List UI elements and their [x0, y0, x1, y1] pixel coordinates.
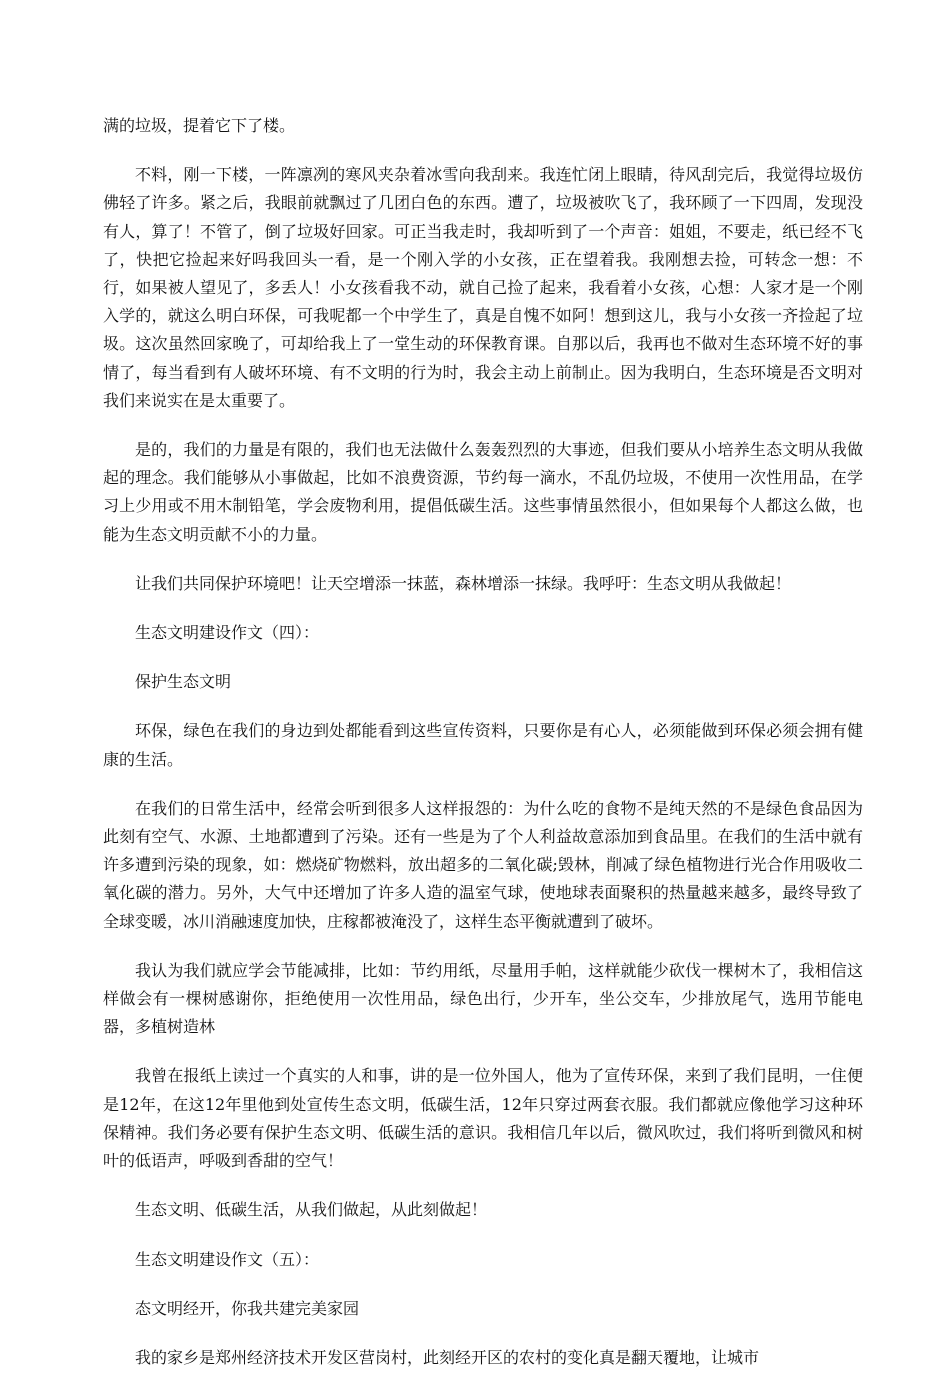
paragraph-1: 满的垃圾，提着它下了楼。 [103, 116, 296, 135]
section-heading-5: 生态文明建设作文（五）： [135, 1249, 320, 1269]
paragraph-14: 我的家乡是郑州经济技术开发区营岗村，此刻经开区的农村的变化真是翻天覆地，让城市 [135, 1347, 760, 1367]
paragraph-2: 不料，刚一下楼，一阵凛冽的寒风夹杂着冰雪向我刮来。我连忙闭上眼睛，待风刮完后，我觉得垃圾仿佛轻了许多。紧之后，我眼前就飘过了几团白色的东西。遭了，垃圾被吹飞了，我环顾了一下四周，发现没有人，算了！不管了，倒了垃圾好回家。可正当我走时，我却听到了一个声音：姐姐，不要走，纸已经不飞了，快把它捡起来好吗我回头一看，是一个刚入学的小女孩，正在望着我。我刚想去捡，可转念一想：不行，如果被人望见了，多丢人！小女孩看我不动，就自己捡了起来，我看着小女孩，心想：人家才是一个刚入学的，就这么明白环保，可我呢都一个中学生了，真是自愧不如阿！想到这儿，我与小女孩一齐捡起了垃圾。这次虽然回家晚了，可却给我上了一堂生动的环保教育课。自那以后，我再也不做对生态环境不好的事情了，每当看到有人破坏环境、有不文明的行为时，我会主动上前制止。因为我明白，生态环境是否文明对我们来说实在是太重要了。 [103, 165, 863, 410]
document-body [103, 112, 863, 1393]
paragraph-7: 环保，绿色在我们的身边到处都能看到这些宣传资料，只要你是有心人，必须能做到环保必须会拥有健康的生活。 [103, 721, 863, 769]
paragraph-11: 生态文明、低碳生活，从我们做起，从此刻做起！ [135, 1200, 488, 1220]
paragraph-3: 是的，我们的力量是有限的，我们也无法做什么轰轰烈烈的大事迹，但我们要从小培养生态文明从我做起的理念。我们能够从小事做起，比如不浪费资源，节约每一滴水，不乱仍垃圾，不使用一次性用品，在学习上少用或不用木制铅笔，学会废物利用，提倡低碳生活。这些事情虽然很小，但如果每个人都这么做，也能为生态文明贡献不小的力量。 [103, 440, 863, 544]
section-title-4: 保护生态文明 [135, 672, 232, 692]
paragraph-8: 在我们的日常生活中，经常会听到很多人这样报怨的：为什么吃的食物不是纯天然的不是绿色食品因为此刻有空气、水源、土地都遭到了污染。还有一些是为了个人利益故意添加到食品里。在我们的生活中就有许多遭到污染的现象，如：燃烧矿物燃料，放出超多的二氧化碳;毁林，削减了绿色植物进行光合作用吸收二氧化碳的潜力。另外，大气中还增加了许多人造的温室气球，使地球表面聚积的热量越来越多，最终导致了全球变暖，冰川消融速度加快，庄稼都被淹没了，这样生态平衡就遭到了破坏。 [103, 798, 863, 931]
section-heading-4: 生态文明建设作文（四）： [135, 623, 320, 643]
paragraph-9: 我认为我们就应学会节能减排，比如：节约用纸，尽量用手帕，这样就能少砍伐一棵树木了，我相信这样做会有一棵树感谢你，拒绝使用一次性用品，绿色出行，少开车，坐公交车，少排放尾气，选用节能电器，多植树造林 [103, 960, 863, 1037]
section-title-5: 态文明经开，你我共建完美家园 [135, 1298, 360, 1318]
paragraph-4: 让我们共同保护环境吧！让天空增添一抹蓝，森林增添一抹绿。我呼吁：生态文明从我做起！ [135, 573, 792, 593]
paragraph-10: 我曾在报纸上读过一个真实的人和事，讲的是一位外国人，他为了宣传环保，来到了我们昆明，一住便是12年，在这12年里他到处宣传生态文明，低碳生活，12年只穿过两套衣服。我们都就应像他学习这种环保精神。我们务必要有保护生态文明、低碳生活的意识。我相信几年以后，微风吹过，我们将听到微风和树叶的低语声，呼吸到香甜的空气！ [103, 1066, 863, 1171]
